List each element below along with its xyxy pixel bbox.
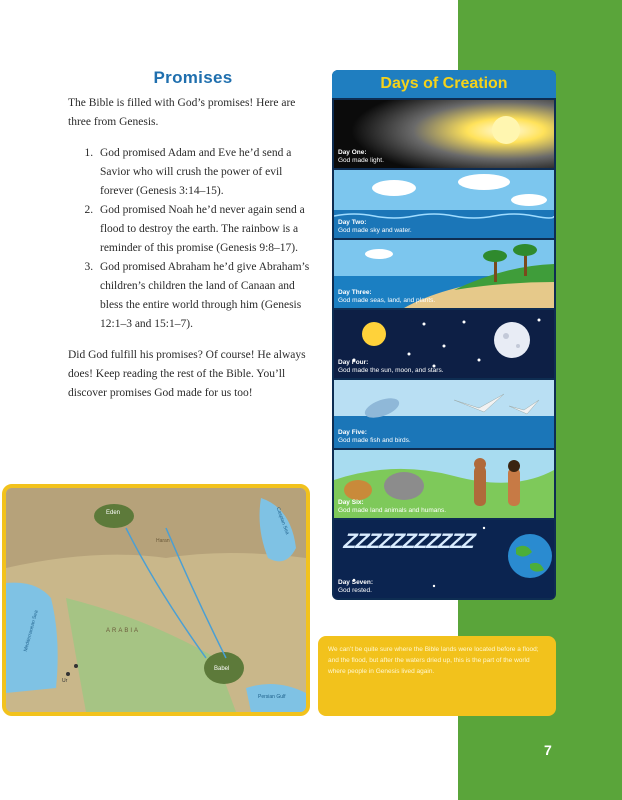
map-label-babel: Babel: [214, 666, 230, 672]
day-two-caption: Day Two: God made sky and water.: [338, 219, 412, 234]
promise-item: 1. God promised Adam and Eve he’d send a Savior who will crush the power of evil forever (Genesis 3:14–15).: [96, 144, 318, 201]
day-six-caption: Day Six: God made land animals and humans.: [338, 499, 447, 514]
day-five-caption: Day Five: God made fish and birds.: [338, 429, 411, 444]
map-label-caspian: Caspian Sea: [274, 506, 291, 536]
day-six-panel: [334, 450, 554, 518]
day-seven-caption: Day Seven: God rested.: [338, 579, 374, 594]
page-number: 7: [544, 742, 552, 758]
map-terrain: [6, 488, 306, 712]
zzz-text: ZZZZZZZZZZZ: [342, 530, 476, 553]
promise-item: 3. God promised Abraham he’d give Abraham’s children’s children the land of Canaan and bless the entire world through him (Genesis 12:1–3 and 15:1–7).: [96, 258, 318, 334]
callout-text: We can’t be quite sure where the Bible lands were located before a flood; and the flood, but after the waters dried up, this is the part of the world where people in Genesis lived again.: [328, 646, 539, 675]
day-seven-panel: [334, 520, 554, 598]
bible-lands-map: [2, 484, 310, 716]
map-label-haran: Haran: [156, 538, 170, 544]
day-one-caption: Day One: God made light.: [338, 149, 384, 164]
map-label-eden: Eden: [106, 510, 121, 516]
promises-list: [68, 144, 318, 334]
day-three-panel: [334, 240, 554, 308]
promises-heading: Promises: [153, 68, 233, 87]
creation-title: Days of Creation: [332, 70, 556, 98]
map-label-med: Mediterranean Sea: [22, 609, 40, 653]
promises-intro: The Bible is filled with God’s promises! Here are three from Genesis.: [68, 97, 296, 128]
promise-item: 2. God promised Noah he’d never again send a flood to destroy the earth. The rainbow is a reminder of this promise (Genesis 9:8–17).: [96, 201, 318, 258]
map-label-arabia: ARABIA: [106, 628, 141, 634]
map-label-persian: Persian Gulf: [258, 694, 286, 700]
day-four-caption: Day Four: God made the sun, moon, and stars.: [338, 359, 444, 374]
promises-outro: Did God fulfill his promises? Of course! He always does! Keep reading the rest of the Bible. You’ll discover promises God made for us too!: [68, 349, 306, 399]
day-three-caption: Day Three: God made seas, land, and plants.: [338, 289, 436, 304]
days-of-creation-panel: [332, 70, 556, 600]
day-four-panel: [334, 310, 554, 378]
day-one-panel: [334, 100, 554, 168]
map-note-callout: [318, 636, 556, 716]
day-two-panel: [334, 170, 554, 238]
day-five-panel: [334, 380, 554, 448]
promises-section: [68, 68, 318, 403]
map-label-ur: Ur: [62, 678, 68, 684]
